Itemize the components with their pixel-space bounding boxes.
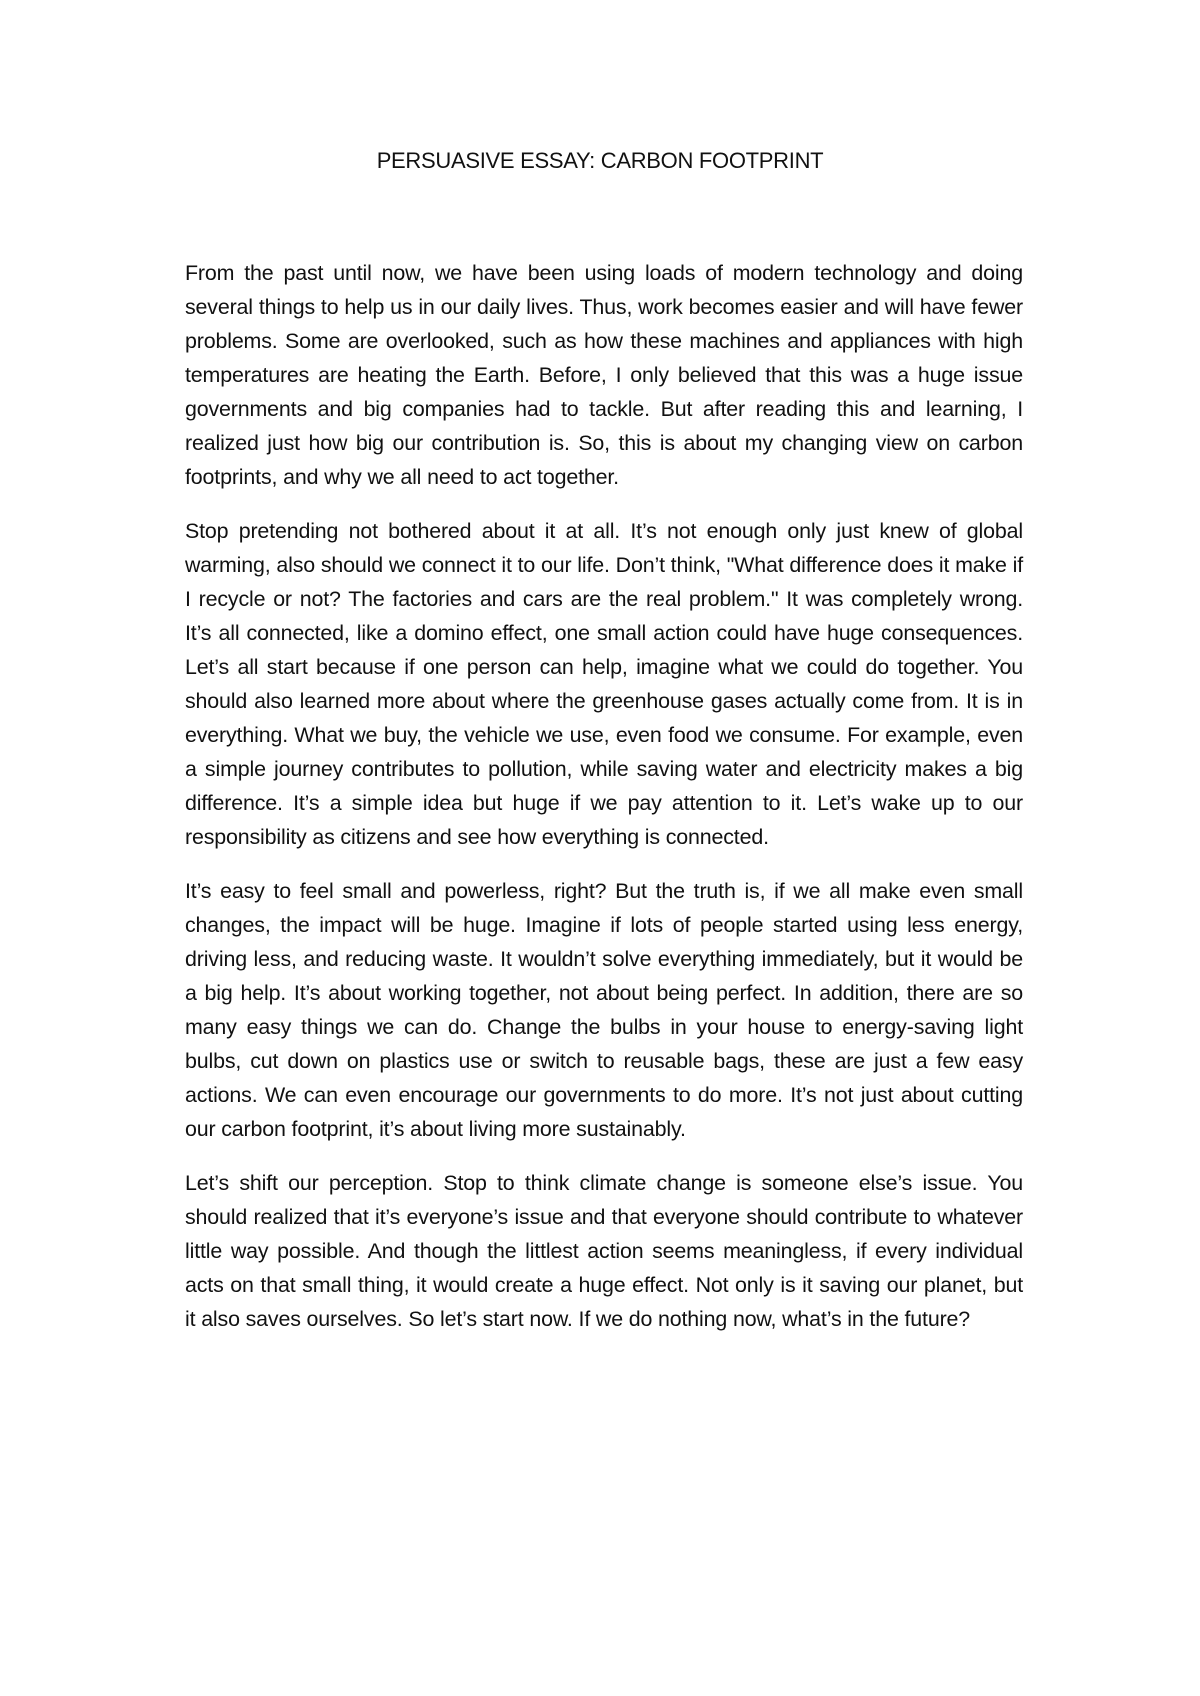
paragraph-2: Stop pretending not bothered about it at all. It’s not enough only just knew of global warming, also should we connect it to our life. Don’t think, "What difference does it make if I recycle or not? The factories and cars are the real problem." It was completely wrong. It’s all connected, like a domino effect, one small action could have huge consequences. Let’s all start because if one person can help, imagine what we could do together. You should also learned more about where the greenhouse gases actually come from. It is in everything. What we buy, the vehicle we use, even food we consume. For example, even a simple journey contributes to pollution, while saving water and electricity makes a big difference. It’s a simple idea but huge if we pay attention to it. Let’s wake up to our responsibility as citizens and see how everything is connected. <box>185 519 1023 849</box>
essay-title: PERSUASIVE ESSAY: CARBON FOOTPRINT <box>376 148 824 173</box>
paragraph-1: From the past until now, we have been using loads of modern technology and doing several things to help us in our daily lives. Thus, work becomes easier and will have fewer problems. Some are overlooked, such as how these machines and appliances with high temperatures are heating the Earth. Before, I only believed that this was a huge issue governments and big companies had to tackle. But after reading this and learning, I realized just how big our contribution is. So, this is about my changing view on carbon footprints, and why we all need to act together. <box>185 261 1023 489</box>
paragraph-3: It’s easy to feel small and powerless, right? But the truth is, if we all make even small changes, the impact will be huge. Imagine if lots of people started using less energy, driving less, and reducing waste. It wouldn’t solve everything immediately, but it would be a big help. It’s about working together, not about being perfect. In addition, there are so many easy things we can do. Change the bulbs in your house to energy-saving light bulbs, cut down on plastics use or switch to reusable bags, these are just a few easy actions. We can even encourage our governments to do more. It’s not just about cutting our carbon footprint, it’s about living more sustainably. <box>185 879 1023 1141</box>
paragraph-4: Let’s shift our perception. Stop to think climate change is someone else’s issue. You should realized that it’s everyone’s issue and that everyone should contribute to whatever little way possible. And though the littlest action seems meaningless, if every individual acts on that small thing, it would create a huge effect. Not only is it saving our planet, but it also saves ourselves. So let’s start now. If we do nothing now, what’s in the future? <box>185 1171 1023 1331</box>
essay-body <box>185 256 1023 1356</box>
